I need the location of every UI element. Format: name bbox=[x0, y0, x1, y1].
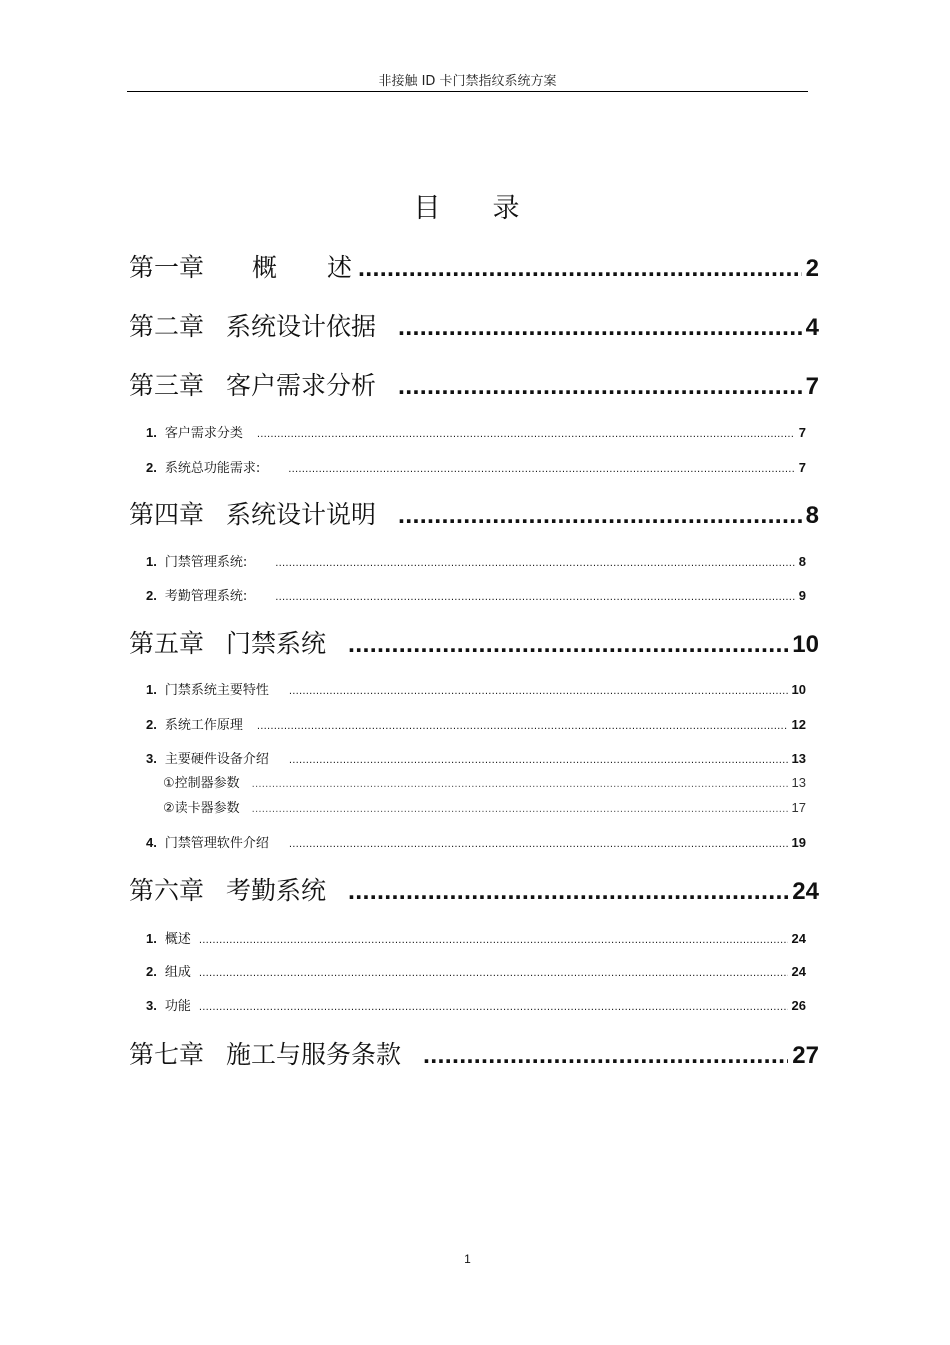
chapter-page: 4 bbox=[805, 314, 819, 341]
section-page: 24 bbox=[791, 964, 806, 979]
leader-dots bbox=[199, 1002, 788, 1013]
toc-chapter-3[interactable] bbox=[129, 366, 819, 406]
section-number: 2. bbox=[146, 460, 157, 475]
leader-dots bbox=[348, 877, 788, 906]
section-label: 系统总功能需求: bbox=[164, 461, 261, 476]
subsection-page: 13 bbox=[791, 775, 806, 790]
leader-dots bbox=[398, 372, 802, 401]
section-label: 概述 bbox=[164, 932, 191, 947]
chapter-number: 第一章 bbox=[129, 253, 205, 282]
leader-dots bbox=[289, 839, 788, 850]
chapter-number: 第二章 bbox=[129, 312, 205, 341]
toc-section-5-3[interactable] bbox=[146, 748, 806, 768]
section-label: 主要硬件设备介绍 bbox=[164, 752, 269, 767]
leader-dots bbox=[289, 686, 788, 697]
toc-chapter-2[interactable] bbox=[129, 307, 819, 347]
section-number: 2. bbox=[146, 588, 157, 603]
subsection-label: ②读卡器参数 bbox=[163, 801, 240, 816]
section-page: 7 bbox=[798, 425, 806, 440]
toc-section-5-4[interactable] bbox=[146, 832, 806, 852]
leader-dots bbox=[275, 558, 795, 569]
toc-section-4-2[interactable] bbox=[146, 585, 806, 605]
leader-dots bbox=[348, 630, 788, 659]
page-number: 1 bbox=[464, 1252, 471, 1266]
toc-subsection-5-3-2[interactable] bbox=[163, 797, 806, 815]
section-number: 4. bbox=[146, 835, 157, 850]
section-page: 12 bbox=[791, 717, 806, 732]
section-page: 7 bbox=[798, 460, 806, 475]
toc-chapter-5[interactable] bbox=[129, 624, 819, 664]
chapter-number: 第七章 bbox=[129, 1040, 205, 1069]
leader-dots bbox=[358, 254, 802, 283]
section-number: 2. bbox=[146, 717, 157, 732]
toc-chapter-1[interactable] bbox=[129, 248, 819, 288]
chapter-number: 第四章 bbox=[129, 500, 205, 529]
section-label: 功能 bbox=[164, 999, 191, 1014]
chapter-page: 7 bbox=[805, 373, 819, 400]
section-number: 3. bbox=[146, 998, 157, 1013]
section-label: 门禁管理软件介绍 bbox=[164, 836, 269, 851]
chapter-number: 第五章 bbox=[129, 629, 205, 658]
toc-subsection-5-3-1[interactable] bbox=[163, 772, 806, 790]
leader-dots bbox=[423, 1041, 788, 1070]
leader-dots bbox=[252, 804, 788, 815]
chapter-page: 8 bbox=[805, 502, 819, 529]
toc-chapter-4[interactable] bbox=[129, 495, 819, 535]
toc-section-5-2[interactable] bbox=[146, 714, 806, 734]
toc-section-3-1[interactable] bbox=[146, 422, 806, 442]
subsection-label: ①控制器参数 bbox=[163, 776, 240, 791]
leader-dots bbox=[257, 721, 788, 732]
chapter-page: 27 bbox=[792, 1042, 819, 1069]
chapter-title: 客户需求分析 bbox=[226, 371, 377, 400]
section-label: 系统工作原理 bbox=[164, 718, 243, 733]
toc-title-left: 目 bbox=[413, 193, 443, 224]
chapter-title: 考勤系统 bbox=[226, 876, 327, 905]
section-label: 门禁系统主要特性 bbox=[164, 683, 269, 698]
section-page: 8 bbox=[798, 554, 806, 569]
leader-dots bbox=[199, 935, 788, 946]
chapter-title: 概 述 bbox=[252, 253, 353, 282]
chapter-title: 门禁系统 bbox=[226, 629, 327, 658]
section-number: 1. bbox=[146, 554, 157, 569]
toc-title-right: 录 bbox=[492, 193, 522, 224]
section-page: 26 bbox=[791, 998, 806, 1013]
chapter-number: 第三章 bbox=[129, 371, 205, 400]
chapter-number: 第六章 bbox=[129, 876, 205, 905]
header-rule bbox=[127, 91, 808, 92]
toc-section-6-2[interactable] bbox=[146, 961, 806, 981]
leader-dots bbox=[199, 968, 788, 979]
chapter-page: 2 bbox=[805, 255, 819, 282]
section-number: 1. bbox=[146, 425, 157, 440]
section-page: 9 bbox=[798, 588, 806, 603]
leader-dots bbox=[275, 592, 795, 603]
running-header: 非接触 ID 卡门禁指纹系统方案 bbox=[378, 74, 557, 89]
section-label: 考勤管理系统: bbox=[164, 589, 248, 604]
section-page: 13 bbox=[791, 751, 806, 766]
section-label: 门禁管理系统: bbox=[164, 555, 248, 570]
chapter-title: 施工与服务条款 bbox=[226, 1040, 402, 1069]
toc-section-6-3[interactable] bbox=[146, 995, 806, 1015]
chapter-title: 系统设计说明 bbox=[226, 500, 377, 529]
leader-dots bbox=[398, 313, 802, 342]
section-number: 2. bbox=[146, 964, 157, 979]
section-number: 1. bbox=[146, 931, 157, 946]
chapter-title: 系统设计依据 bbox=[226, 312, 377, 341]
toc-section-5-1[interactable] bbox=[146, 679, 806, 699]
section-page: 24 bbox=[791, 931, 806, 946]
chapter-page: 10 bbox=[792, 631, 819, 658]
section-page: 10 bbox=[791, 682, 806, 697]
leader-dots bbox=[288, 464, 795, 475]
subsection-page: 17 bbox=[791, 800, 806, 815]
section-label: 客户需求分类 bbox=[164, 426, 243, 441]
toc-chapter-6[interactable] bbox=[129, 871, 819, 911]
leader-dots bbox=[289, 755, 788, 766]
toc-chapter-7[interactable] bbox=[129, 1035, 819, 1075]
section-page: 19 bbox=[791, 835, 806, 850]
section-number: 1. bbox=[146, 682, 157, 697]
chapter-page: 24 bbox=[792, 878, 819, 905]
section-label: 组成 bbox=[164, 965, 191, 980]
leader-dots bbox=[398, 501, 802, 530]
toc-title bbox=[0, 186, 935, 225]
toc-section-6-1[interactable] bbox=[146, 928, 806, 948]
leader-dots bbox=[252, 779, 788, 790]
toc-section-4-1[interactable] bbox=[146, 551, 806, 571]
section-number: 3. bbox=[146, 751, 157, 766]
toc-section-3-2[interactable] bbox=[146, 457, 806, 477]
leader-dots bbox=[257, 429, 795, 440]
